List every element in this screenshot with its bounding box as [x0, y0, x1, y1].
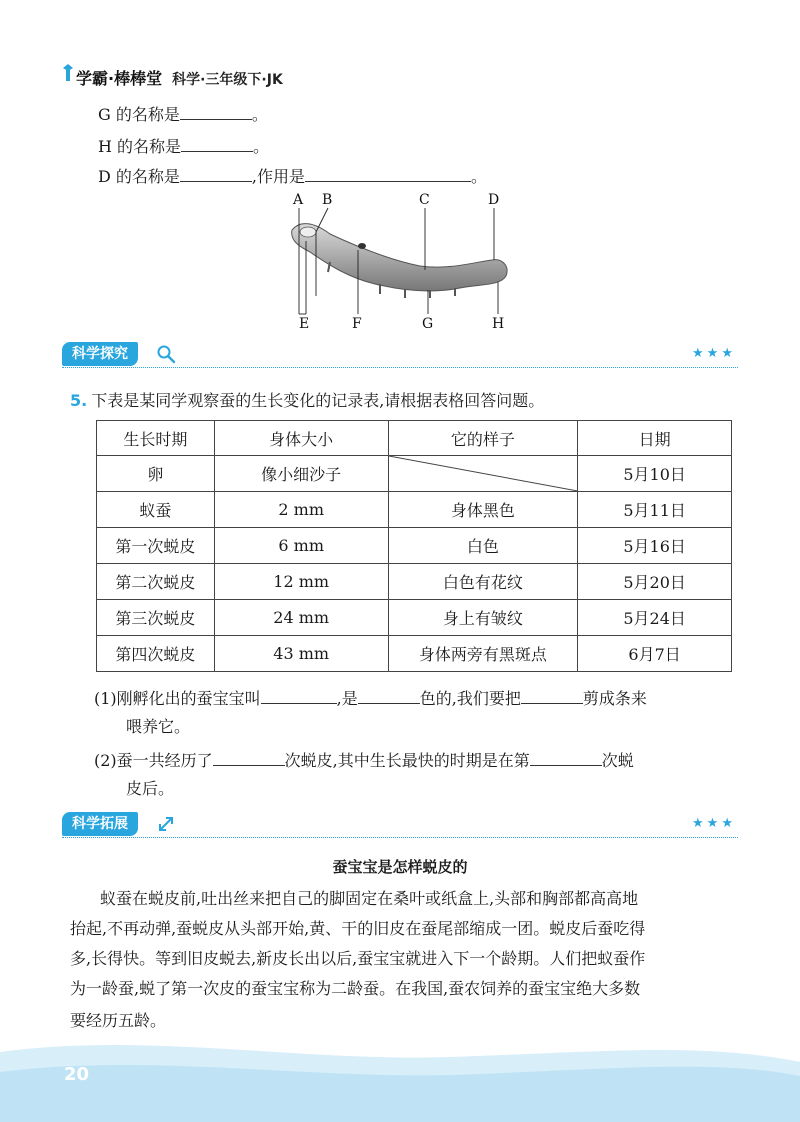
answer-blank[interactable]: [358, 687, 420, 704]
answer-blank[interactable]: [305, 165, 471, 182]
expand-arrows-icon: [156, 814, 176, 834]
silkworm-diagram: [270, 186, 530, 336]
table-cell: 第四次蜕皮: [97, 636, 215, 672]
graduation-cap-icon: [62, 62, 74, 82]
column-header: 生长时期: [97, 421, 215, 456]
section-science-inquiry: [62, 342, 738, 368]
label-h: H: [492, 316, 505, 332]
diagonal-line: [389, 456, 578, 491]
section-title: 科学拓展: [62, 812, 138, 836]
table-cell: 白色有花纹: [388, 564, 578, 600]
table-row: [97, 564, 732, 600]
column-header: 身体大小: [214, 421, 388, 456]
label-a: A: [293, 192, 304, 208]
dotted-divider: [62, 367, 738, 368]
head-spot: [300, 227, 316, 237]
growth-record-table: [96, 420, 732, 672]
table-cell: 24 mm: [214, 600, 388, 636]
sub-question-1: (1)刚孵化出的蚕宝宝叫 ,是 色的,我们要把 剪成条来: [94, 689, 647, 708]
question-number: 5.: [70, 391, 88, 410]
table-cell: 白色: [388, 528, 578, 564]
sub-question-2-continued: 皮后。: [126, 779, 175, 798]
table-cell: 第二次蜕皮: [97, 564, 215, 600]
difficulty-stars: ★★★: [692, 816, 736, 831]
table-cell-empty-diagonal: [388, 456, 578, 492]
table-cell: 12 mm: [214, 564, 388, 600]
table-row: [97, 600, 732, 636]
label-e: E: [299, 316, 310, 332]
fill-line-h: H 的名称是 。: [98, 137, 270, 156]
label-c: C: [419, 192, 430, 208]
table-row: [97, 528, 732, 564]
reading-paragraph-line: 为一龄蚕,蜕了第一次皮的蚕宝宝称为二龄蚕。在我国,蚕农饲养的蚕宝宝绝大多数: [70, 979, 641, 998]
section-science-extension: [62, 812, 738, 838]
label-d: D: [488, 192, 500, 208]
table-cell: 5月11日: [578, 492, 732, 528]
page-header: [62, 66, 283, 89]
table-cell: 5月20日: [578, 564, 732, 600]
fill-line-d: D 的名称是 ,作用是 。: [98, 167, 488, 186]
table-cell: 43 mm: [214, 636, 388, 672]
sub-question-1-continued: 喂养它。: [126, 717, 191, 736]
answer-blank[interactable]: [261, 687, 337, 704]
table-cell: 卵: [97, 456, 215, 492]
brand-logo: [62, 66, 162, 89]
column-header: 日期: [578, 421, 732, 456]
answer-blank[interactable]: [180, 103, 252, 120]
reading-paragraph-line: 蚁蚕在蜕皮前,吐出丝来把自己的脚固定在桑叶或纸盒上,头部和胸部都高高地: [100, 889, 639, 908]
reading-paragraph-line: 抬起,不再动弹,蚕蜕皮从头部开始,黄、干的旧皮在蚕尾部缩成一团。蜕皮后蚕吃得: [70, 919, 646, 938]
reading-paragraph-line: 要经历五龄。: [70, 1011, 167, 1030]
table-cell: 2 mm: [214, 492, 388, 528]
subject-label: 科学·三年级下·JK: [172, 72, 283, 88]
section-title: 科学探究: [62, 342, 138, 366]
reading-title: 蚕宝宝是怎样蜕皮的: [332, 858, 468, 876]
fill-line-g: G 的名称是 。: [98, 105, 268, 124]
answer-blank[interactable]: [530, 749, 602, 766]
reading-paragraph-line: 多,长得快。等到旧皮蜕去,新皮长出以后,蚕宝宝就进入下一个龄期。人们把蚁蚕作: [70, 949, 646, 968]
table-cell: 5月16日: [578, 528, 732, 564]
footer-wave: [0, 1012, 800, 1122]
difficulty-stars: ★★★: [692, 346, 736, 361]
table-cell: 像小细沙子: [214, 456, 388, 492]
table-cell: 第一次蜕皮: [97, 528, 215, 564]
label-f: F: [352, 316, 362, 332]
brand-text: 学霸·棒棒堂: [76, 69, 163, 88]
magnifier-icon: [156, 344, 176, 364]
dotted-divider: [62, 837, 738, 838]
column-header: 它的样子: [388, 421, 578, 456]
page-number: 20: [64, 1064, 90, 1085]
sub-question-2: (2)蚕一共经历了 次蜕皮,其中生长最快的时期是在第 次蜕: [94, 751, 634, 770]
label-g: G: [422, 316, 434, 332]
table-row: [97, 456, 732, 492]
answer-blank[interactable]: [180, 165, 252, 182]
table-cell: 身体两旁有黑斑点: [388, 636, 578, 672]
table-row: [97, 492, 732, 528]
table-cell: 身体黑色: [388, 492, 578, 528]
table-cell: 蚁蚕: [97, 492, 215, 528]
answer-blank[interactable]: [521, 687, 583, 704]
table-row: [97, 636, 732, 672]
question-text: 下表是某同学观察蚕的生长变化的记录表,请根据表格回答问题。: [91, 391, 545, 410]
table-cell: 5月10日: [578, 456, 732, 492]
silkworm-body: [292, 224, 507, 291]
table-cell: 6月7日: [578, 636, 732, 672]
table-cell: 第三次蜕皮: [97, 600, 215, 636]
label-b: B: [322, 192, 333, 208]
table-cell: 5月24日: [578, 600, 732, 636]
question-5: [70, 388, 544, 411]
table-cell: 6 mm: [214, 528, 388, 564]
answer-blank[interactable]: [181, 135, 253, 152]
body-spot: [358, 243, 366, 249]
table-cell: 身上有皱纹: [388, 600, 578, 636]
table-header-row: [97, 421, 732, 456]
answer-blank[interactable]: [213, 749, 285, 766]
